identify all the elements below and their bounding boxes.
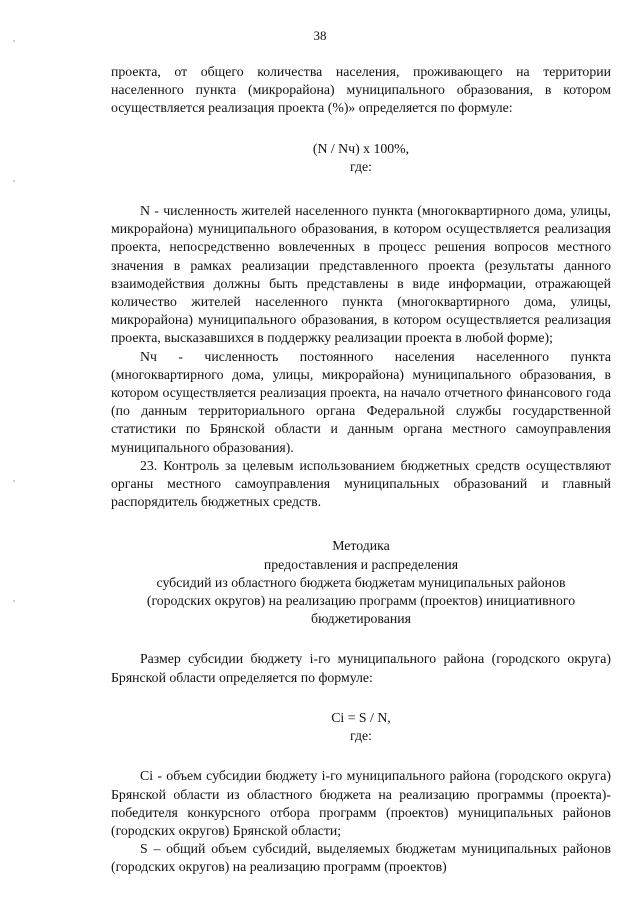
scan-margin-mark (13, 180, 15, 182)
heading-line: субсидий из областного бюджета бюджетам муниципальных районов (156, 574, 566, 590)
heading-line: бюджетирования (311, 611, 411, 627)
definition-n: N - численность жителей населенного пункта (многоквартирного дома, улицы, микрорайона) муниципального образования, в котором осуществляется реализация проекта, непосредственно вовлеченных в процесс решения вопросов местного значения в рамках реализации представленного проекта (результаты данного взаимодействия должны быть представлены в виде информации, отражающей количество жителей населенного пункта (многоквартирного дома, улицы, микрорайона) муниципального образования, в котором осуществляется реализация проекта, высказавшихся в поддержку реализации проекта в любой форме); (111, 203, 611, 346)
intro-paragraph: проекта, от общего количества населения, проживающего на территории населенного пункта (микрорайона) муниципального образования, в котором осуществляется реализация проекта (%)» определяется по формуле: (111, 64, 611, 116)
where-label: где: (350, 158, 372, 174)
definition-nch: Nч - численность постоянного населения населенного пункта (многоквартирного дома, улицы, микрорайона) муниципального образования, в котором осуществляется реализация проекта, на начало отчетного финансового года (по данным территориального органа Федеральной службы государственной статистики по Брянской области и данным органа местного самоуправления муниципального образования). (111, 348, 611, 455)
definition-s: S – общий объем субсидий, выделяемых бюджетам муниципальных районов (городских округов) на реализацию программ (проектов) (111, 841, 611, 875)
formula-participation: (N / Nч) x 100%, (312, 140, 410, 156)
subsidy-size-paragraph: Размер субсидии бюджету i-го муниципального района (городского округа) Брянской области определяется по формуле: (111, 651, 611, 685)
where-label: где: (350, 728, 372, 744)
scan-margin-mark (13, 480, 15, 482)
item-23: 23. Контроль за целевым использованием бюджетных средств осуществляют органы местного самоуправления муниципальных образований и главный распорядитель бюджетных средств. (111, 457, 611, 510)
document-body (111, 63, 611, 877)
heading-line: Методика (332, 538, 390, 554)
methodology-heading (111, 537, 611, 628)
definition-ci: Ci - объем субсидии бюджету i-го муниципального района (городского округа) Брянской области из областного бюджета на реализацию программы (проекта)-победителя конкурсного отбора программ (проектов) муниципальных районов (городских округов) Брянской области; (111, 768, 611, 838)
formula-subsidy: Ci = S / N, (331, 709, 391, 725)
page-number: 38 (313, 28, 327, 43)
heading-line: (городских округов) на реализацию программ (проектов) инициативного (146, 593, 576, 609)
heading-line: предоставления и распределения (263, 556, 459, 572)
scan-margin-mark (13, 600, 15, 602)
